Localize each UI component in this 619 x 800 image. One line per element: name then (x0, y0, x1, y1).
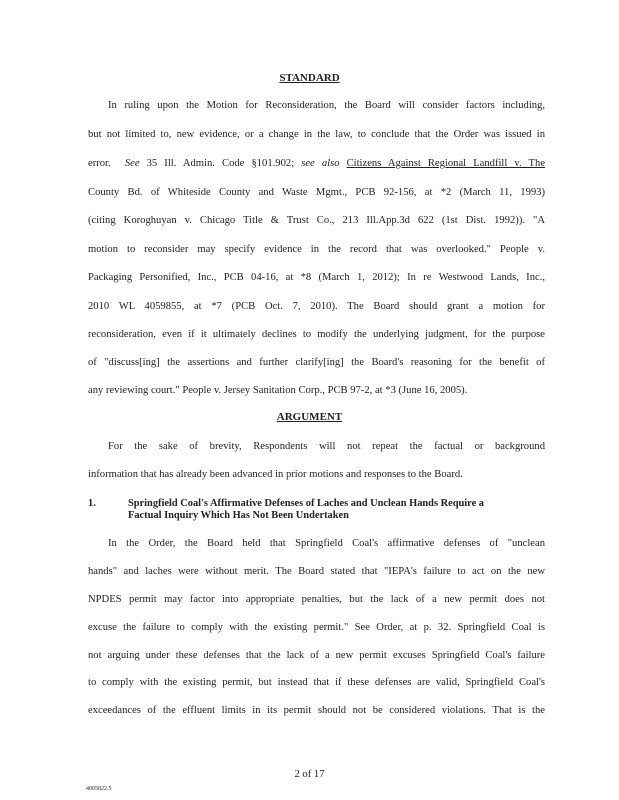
standard-line-7: Packaging Personified, Inc., PCB 04-16, at *8 (March 1, 2012); In re Westwood Lands, Inc., (88, 272, 545, 283)
section1-title-line2: Factual Inquiry Which Has Not Been Undertaken (128, 510, 349, 521)
standard-line-11: any reviewing court." People v. Jersey Sanitation Corp., PCB 97-2, at *3 (June 16, 2005). (88, 385, 468, 396)
section1-line-6: to comply with the existing permit, but instead that if these defenses are valid, Springfield Coal's (88, 677, 545, 688)
standard-line-1: In ruling upon the Motion for Reconsideration, the Board will consider factors including, (108, 100, 545, 111)
section1-line-5: not arguing under these defenses that the lack of a new permit excuses Springfield Coal's failure (88, 650, 545, 661)
section1-line-2: hands" and laches were without merit. The Board stated that "IEPA's failure to act on the new (88, 566, 545, 577)
section1-line-3: NPDES permit may factor into appropriate penalties, but the lack of a new permit does not (88, 594, 545, 605)
section1-title-line1: Springfield Coal's Affirmative Defenses of Laches and Unclean Hands Require a (128, 498, 484, 509)
page-number: 2 of 17 (294, 769, 325, 780)
document-id: 4005822.5 (86, 786, 112, 792)
standard-line-2: but not limited to, new evidence, or a change in the law, to conclude that the Order was issued in (88, 129, 545, 140)
standard-line-4: County Bd. of Whiteside County and Waste Mgmt., PCB 92-156, at *2 (March 11, 1993) (88, 187, 545, 198)
standard-line-3: error. See 35 Ill. Admin. Code §101.902; see also Citizens Against Regional Landfill v. The (88, 158, 545, 169)
heading-standard: STANDARD (279, 72, 340, 84)
standard-line-6: motion to reconsider may specify evidence in the record that was overlooked." People v. (88, 244, 545, 255)
standard-line-9: reconsideration, even if it ultimately declines to modify the underlying judgment, for the purpose (88, 329, 545, 340)
standard-line-8: 2010 WL 4059855, at *7 (PCB Oct. 7, 2010). The Board should grant a motion for (88, 301, 545, 312)
section1-number: 1. (88, 498, 96, 509)
argument-line-1: For the sake of brevity, Respondents will not repeat the factual or background (108, 441, 545, 452)
section1-line-4: excuse the failure to comply with the existing permit." See Order, at p. 32. Springfield Coal is (88, 622, 545, 633)
standard-line-10: of "discuss[ing] the assertions and further clarify[ing] the Board's reasoning for the benefit of (88, 357, 545, 368)
section1-line-1: In the Order, the Board held that Springfield Coal's affirmative defenses of "unclean (108, 538, 545, 549)
standard-line-5: (citing Koroghuyan v. Chicago Title & Trust Co., 213 Ill.App.3d 622 (1st Dist. 1992)). "A (88, 215, 545, 226)
heading-argument: ARGUMENT (276, 411, 343, 423)
section1-line-7: exceedances of the effluent limits in its permit should not be considered violations. That is the (88, 705, 545, 716)
argument-line-2: information that has already been advanced in prior motions and responses to the Board. (88, 469, 463, 480)
